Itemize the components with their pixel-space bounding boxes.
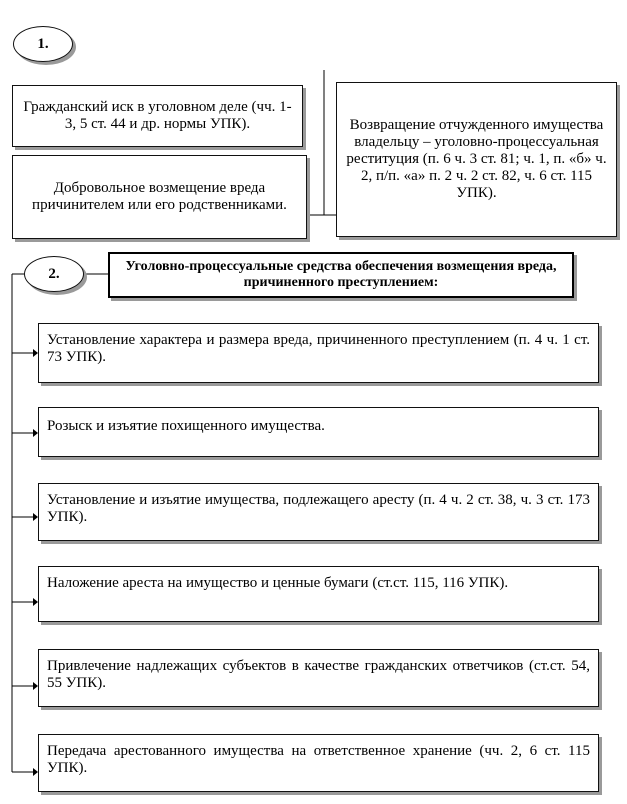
item-arrows [12,349,38,776]
civil-claim-box [12,85,303,147]
voluntary-compensation-box [12,155,307,239]
section1-number-oval [13,26,73,62]
means-item-2-text: Розыск и изъятие похищенного имущества. [47,418,325,434]
means-item-3 [38,483,599,541]
voluntary-compensation-text: Добровольное возмещение вреда причинителем или его родственниками. [32,180,287,213]
restitution-box [336,82,617,237]
means-item-1-text: Установление характера и размера вреда, причиненного преступлением (п. 4 ч. 1 ст. 73 УПК). [47,332,590,365]
means-item-6 [38,734,599,792]
means-title-box [108,252,574,298]
section2-number: 2. [48,265,60,282]
section2-number-oval [24,256,84,292]
means-item-5 [38,649,599,707]
means-item-1 [38,323,599,383]
means-item-2 [38,407,599,457]
means-item-5-text: Привлечение надлежащих субъектов в качестве гражданских ответчиков (ст.ст. 54, 55 УПК). [47,658,590,691]
means-title: Уголовно-процессуальные средства обеспечения возмещения вреда, причиненного преступлением: [125,259,557,290]
means-item-4 [38,566,599,622]
means-item-4-text: Наложение ареста на имущество и ценные бумаги (ст.ст. 115, 116 УПК). [47,575,509,591]
civil-claim-text: Гражданский иск в уголовном деле (чч. 1-3, 5 ст. 44 и др. нормы УПК). [23,99,292,132]
restitution-text: Возвращение отчужденного имущества владельцу – уголовно-процессуальная реституция (п. 6 ч. 3 ст. 81; ч. 1, п. «б» ч. 2, п/п. «а» п. 2 ч. 2 ст. 82, ч. 6 ст. 115 УПК). [346,117,607,201]
means-item-6-text: Передача арестованного имущества на ответственное хранение (чч. 2, 6 ст. 115 УПК). [47,743,590,776]
means-item-3-text: Установление и изъятие имущества, подлежащего аресту (п. 4 ч. 2 ст. 38, ч. 3 ст. 173 УПК). [47,492,590,525]
section1-number: 1. [37,35,49,52]
